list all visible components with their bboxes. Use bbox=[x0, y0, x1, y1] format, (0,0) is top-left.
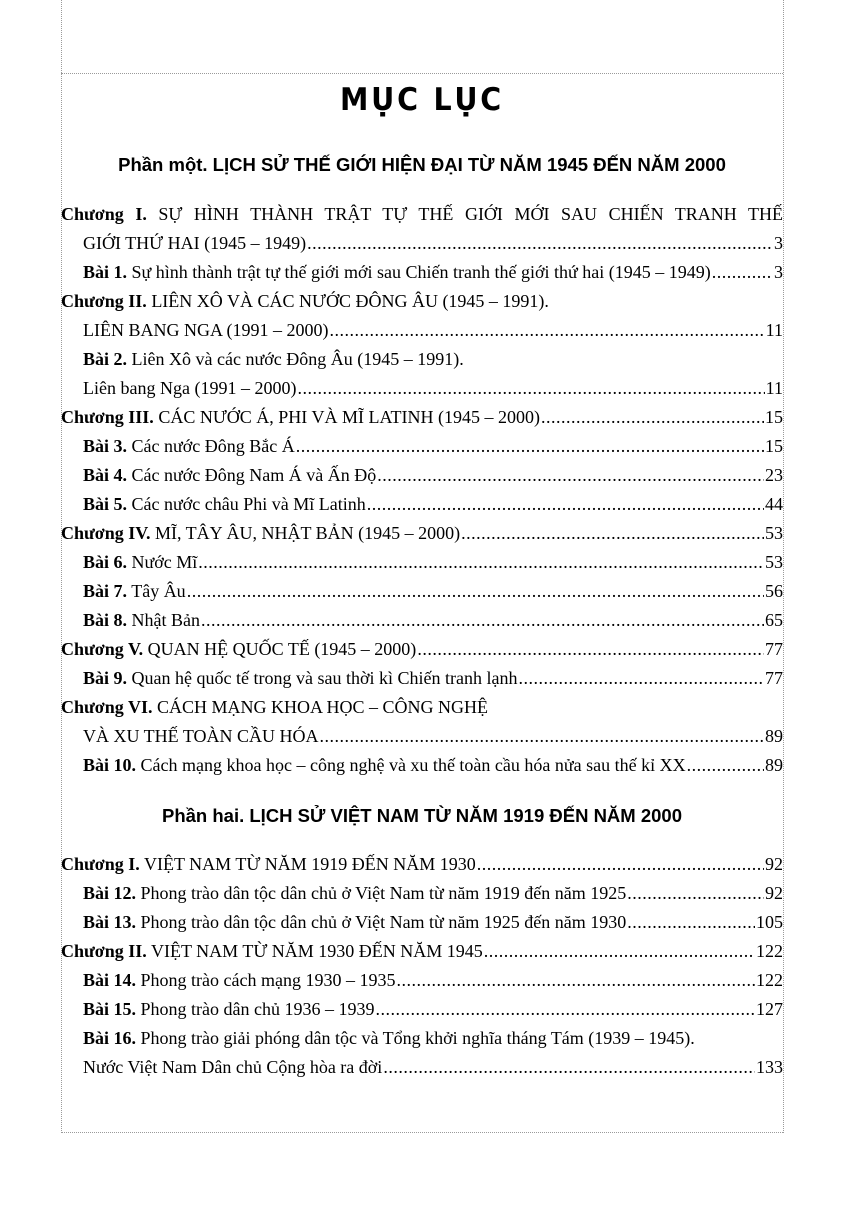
toc-page-number: 105 bbox=[756, 912, 783, 932]
toc-page-number: 11 bbox=[765, 320, 783, 340]
toc-entry-chapter[interactable] bbox=[61, 403, 783, 432]
margin-guide-bottom bbox=[61, 1132, 783, 1133]
toc-entry-lesson[interactable] bbox=[83, 879, 783, 908]
toc-entry-lesson[interactable] bbox=[83, 664, 783, 693]
part-1-heading: Phần một. LỊCH SỬ THẾ GIỚI HIỆN ĐẠI TỪ NĂM 1945 ĐẾN NĂM 2000 bbox=[118, 154, 726, 175]
toc-entry-text: QUAN HỆ QUỐC TẾ (1945 – 2000) bbox=[147, 639, 417, 659]
toc-entry-label: Bài 5. bbox=[83, 494, 128, 514]
toc-entry-lesson[interactable] bbox=[83, 577, 783, 606]
toc-page-number: 77 bbox=[765, 668, 783, 688]
toc-entry-text: Quan hệ quốc tế trong và sau thời kì Chiến tranh lạnh bbox=[131, 668, 518, 688]
toc-entry-continuation[interactable] bbox=[83, 1053, 783, 1082]
toc-entry-text: Tây Âu bbox=[131, 581, 186, 601]
toc-entry-text: MĨ, TÂY ÂU, NHẬT BẢN (1945 – 2000) bbox=[154, 523, 461, 543]
toc-entry-continuation[interactable] bbox=[83, 722, 783, 751]
toc-entry-label: Bài 8. bbox=[83, 610, 128, 630]
toc-entry-label: Chương V. bbox=[61, 639, 144, 659]
toc-entry-label: Bài 7. bbox=[83, 581, 128, 601]
toc-entry-text: LIÊN XÔ VÀ CÁC NƯỚC ĐÔNG ÂU (1945 – 1991). bbox=[151, 291, 549, 311]
toc-page-number: 11 bbox=[765, 378, 783, 398]
toc-entry-label: Chương II. bbox=[61, 291, 147, 311]
toc-entry-continuation[interactable] bbox=[83, 316, 783, 345]
leader-dots bbox=[687, 751, 764, 780]
leader-dots bbox=[297, 374, 764, 403]
toc-entry-lesson[interactable] bbox=[83, 258, 783, 287]
leader-dots bbox=[461, 519, 764, 548]
toc-entry-text: Các nước châu Phi và Mĩ Latinh bbox=[131, 494, 366, 514]
toc-entry-lesson[interactable] bbox=[83, 432, 783, 461]
toc-entry-label: Chương III. bbox=[61, 407, 154, 427]
toc-entry-lesson[interactable] bbox=[83, 606, 783, 635]
leader-dots bbox=[367, 490, 764, 519]
leader-dots bbox=[417, 635, 764, 664]
toc-entry-text: Phong trào dân tộc dân chủ ở Việt Nam từ năm 1919 đến năm 1925 bbox=[140, 883, 627, 903]
toc-entry-text: GIỚI THỨ HAI (1945 – 1949) bbox=[83, 233, 307, 253]
leader-dots bbox=[296, 432, 764, 461]
toc-entry-chapter[interactable] bbox=[61, 937, 783, 966]
toc-entry-label: Bài 9. bbox=[83, 668, 128, 688]
toc-entry-chapter[interactable] bbox=[61, 200, 783, 229]
toc-page-number: 15 bbox=[765, 407, 783, 427]
toc-entry-text: Phong trào dân chủ 1936 – 1939 bbox=[140, 999, 375, 1019]
document-page bbox=[61, 74, 783, 1132]
toc-page-number: 65 bbox=[765, 610, 783, 630]
toc-entry-label: Bài 1. bbox=[83, 262, 128, 282]
toc-page-number: 92 bbox=[765, 883, 783, 903]
toc-page-number: 56 bbox=[765, 581, 783, 601]
toc-entry-text: Phong trào cách mạng 1930 – 1935 bbox=[140, 970, 396, 990]
toc-entry-text: Nước Việt Nam Dân chủ Cộng hòa ra đời bbox=[83, 1057, 383, 1077]
toc-entry-text: SỰ HÌNH THÀNH TRẬT TỰ THẾ GIỚI MỚI SAU CHIẾN TRANH THẾ bbox=[158, 204, 783, 224]
leader-dots bbox=[396, 966, 755, 995]
toc-entry-text: LIÊN BANG NGA (1991 – 2000) bbox=[83, 320, 329, 340]
toc-page-number: 53 bbox=[765, 552, 783, 572]
toc-entry-text: Cách mạng khoa học – công nghệ và xu thế toàn cầu hóa nửa sau thế kỉ XX bbox=[140, 755, 686, 775]
leader-dots bbox=[484, 937, 755, 966]
toc-entry-lesson[interactable] bbox=[83, 908, 783, 937]
toc-entry-label: Bài 13. bbox=[83, 912, 137, 932]
toc-entry-text: VIỆT NAM TỪ NĂM 1919 ĐẾN NĂM 1930 bbox=[143, 854, 476, 874]
toc-page-number: 89 bbox=[765, 755, 783, 775]
leader-dots bbox=[320, 722, 764, 751]
margin-guide-right bbox=[783, 0, 784, 1133]
toc-entry-lesson[interactable] bbox=[83, 751, 783, 780]
leader-dots bbox=[377, 461, 764, 490]
toc-page-number: 3 bbox=[774, 262, 783, 282]
toc-entry-label: Chương VI. bbox=[61, 697, 153, 717]
toc-entry-chapter[interactable] bbox=[61, 519, 783, 548]
toc-page-number: 133 bbox=[756, 1057, 783, 1077]
leader-dots bbox=[712, 258, 773, 287]
toc-entry-text: VÀ XU THẾ TOÀN CẦU HÓA bbox=[83, 726, 319, 746]
page-title: MỤC LỤC bbox=[340, 82, 504, 118]
toc-page-number: 77 bbox=[765, 639, 783, 659]
leader-dots bbox=[541, 403, 764, 432]
leader-dots bbox=[329, 316, 764, 345]
leader-dots bbox=[518, 664, 764, 693]
toc-entry-text: Nhật Bản bbox=[131, 610, 200, 630]
toc-entry-label: Chương I. bbox=[61, 854, 140, 874]
leader-dots bbox=[477, 850, 764, 879]
toc-entry-lesson[interactable] bbox=[83, 995, 783, 1024]
toc-page-number: 92 bbox=[765, 854, 783, 874]
toc-entry-lesson[interactable] bbox=[83, 490, 783, 519]
toc-entry-label: Bài 10. bbox=[83, 755, 137, 775]
leader-dots bbox=[376, 995, 756, 1024]
leader-dots bbox=[201, 606, 764, 635]
toc-entry-lesson[interactable] bbox=[83, 345, 783, 374]
toc-entry-text: CÁC NƯỚC Á, PHI VÀ MĨ LATINH (1945 – 2000) bbox=[158, 407, 540, 427]
toc-page-number: 89 bbox=[765, 726, 783, 746]
toc-entry-chapter[interactable] bbox=[61, 287, 783, 316]
leader-dots bbox=[198, 548, 764, 577]
toc-entry-chapter[interactable] bbox=[61, 635, 783, 664]
toc-entry-text: Nước Mĩ bbox=[131, 552, 198, 572]
leader-dots bbox=[187, 577, 764, 606]
toc-entry-text: Phong trào giải phóng dân tộc và Tổng khởi nghĩa tháng Tám (1939 – 1945). bbox=[140, 1028, 695, 1048]
toc-page-number: 3 bbox=[774, 233, 783, 253]
toc-entry-label: Bài 2. bbox=[83, 349, 128, 369]
toc-entry-continuation[interactable] bbox=[83, 374, 783, 403]
part-2-heading: Phần hai. LỊCH SỬ VIỆT NAM TỪ NĂM 1919 ĐẾN NĂM 2000 bbox=[161, 805, 682, 826]
toc-entry-label: Bài 14. bbox=[83, 970, 137, 990]
toc-entry-lesson[interactable] bbox=[83, 461, 783, 490]
toc-entry-text: Liên Xô và các nước Đông Âu (1945 – 1991). bbox=[131, 349, 464, 369]
toc-entry-label: Chương IV. bbox=[61, 523, 151, 543]
toc-entry-text: Liên bang Nga (1991 – 2000) bbox=[83, 378, 297, 398]
toc-entry-chapter[interactable] bbox=[61, 693, 783, 722]
toc-page-number: 23 bbox=[765, 465, 783, 485]
toc-entry-text: Các nước Đông Bắc Á bbox=[131, 436, 295, 456]
leader-dots bbox=[627, 908, 755, 937]
toc-page-number: 122 bbox=[756, 970, 783, 990]
leader-dots bbox=[307, 229, 773, 258]
toc-entry-continuation[interactable] bbox=[83, 229, 783, 258]
toc-entry-label: Bài 3. bbox=[83, 436, 128, 456]
toc-entry-text: Phong trào dân tộc dân chủ ở Việt Nam từ năm 1925 đến năm 1930 bbox=[140, 912, 627, 932]
toc-entry-label: Bài 6. bbox=[83, 552, 128, 572]
toc-entry-text: VIỆT NAM TỪ NĂM 1930 ĐẾN NĂM 1945 bbox=[151, 941, 483, 961]
toc-entry-label: Chương II. bbox=[61, 941, 147, 961]
toc-page-number: 122 bbox=[756, 941, 783, 961]
toc-entry-label: Bài 15. bbox=[83, 999, 137, 1019]
toc-page-number: 127 bbox=[756, 999, 783, 1019]
toc-entry-text: CÁCH MẠNG KHOA HỌC – CÔNG NGHỆ bbox=[156, 697, 488, 717]
toc-page-number: 15 bbox=[765, 436, 783, 456]
toc-entry-label: Chương I. bbox=[61, 204, 147, 224]
leader-dots bbox=[627, 879, 764, 908]
toc-page-number: 44 bbox=[765, 494, 783, 514]
toc-entry-text: Các nước Đông Nam Á và Ấn Độ bbox=[131, 465, 377, 485]
leader-dots bbox=[383, 1053, 755, 1082]
toc-entry-lesson[interactable] bbox=[83, 966, 783, 995]
toc-entry-chapter[interactable] bbox=[61, 850, 783, 879]
toc-entry-label: Bài 16. bbox=[83, 1028, 137, 1048]
toc-entry-label: Bài 4. bbox=[83, 465, 128, 485]
toc-page-number: 53 bbox=[765, 523, 783, 543]
toc-entry-lesson[interactable] bbox=[83, 1024, 783, 1053]
toc-entry-text: Sự hình thành trật tự thế giới mới sau Chiến tranh thế giới thứ hai (1945 – 1949) bbox=[131, 262, 711, 282]
toc-entry-lesson[interactable] bbox=[83, 548, 783, 577]
toc-entry-label: Bài 12. bbox=[83, 883, 137, 903]
